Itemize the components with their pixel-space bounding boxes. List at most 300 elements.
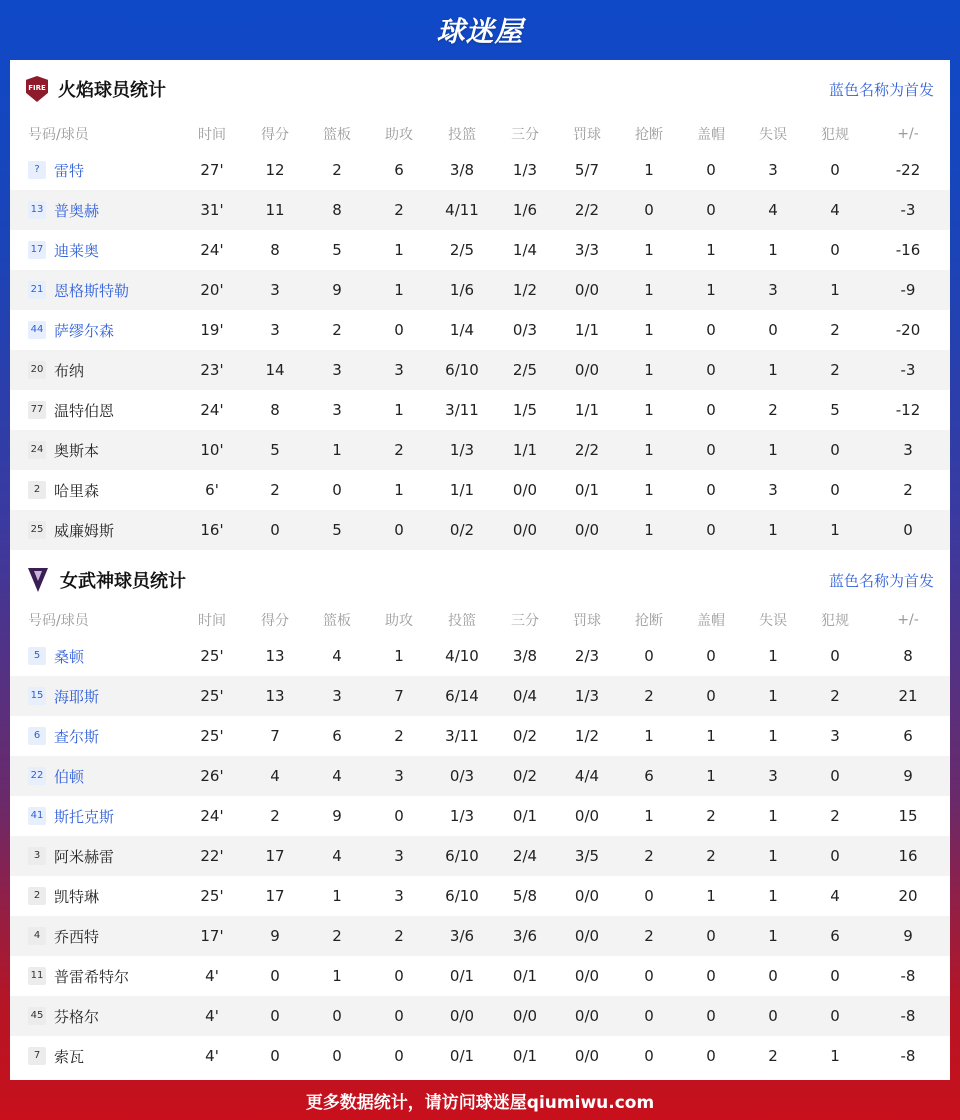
stat-cell: 4/4 — [574, 767, 600, 785]
stat-cell: 1 — [768, 441, 778, 459]
stat-cell: 1 — [768, 887, 778, 905]
stat-cell: 0 — [644, 1007, 654, 1025]
stat-cell: 0 — [394, 1007, 404, 1025]
stat-cell: 2 — [644, 927, 654, 945]
stat-cell: 3 — [270, 281, 280, 299]
stat-cell: 4' — [205, 1047, 219, 1065]
section-header — [10, 556, 950, 604]
player-cell — [10, 230, 180, 270]
stat-cell: 0 — [830, 1007, 840, 1025]
stat-cell: 25' — [200, 887, 224, 905]
stat-cell: 3 — [394, 361, 404, 379]
stat-cell: -8 — [900, 1047, 916, 1065]
column-header: 号码/球员 — [28, 613, 89, 629]
stat-cell: 4' — [205, 1007, 219, 1025]
stat-cell: 0 — [270, 967, 280, 985]
player-cell — [10, 916, 180, 956]
stat-cell: 1 — [768, 361, 778, 379]
stat-cell: 25' — [200, 727, 224, 745]
stat-cell: 1 — [706, 767, 716, 785]
stat-cell: 9 — [332, 807, 342, 825]
stat-cell: 1 — [644, 401, 654, 419]
column-header: 犯规 — [821, 127, 849, 143]
stat-cell: 24' — [200, 241, 224, 259]
stat-cell: 24' — [200, 401, 224, 419]
column-header: +/- — [897, 126, 919, 142]
stat-cell: 1 — [644, 441, 654, 459]
valkyries-logo-icon — [28, 568, 48, 592]
stat-cell: 0 — [706, 361, 716, 379]
column-header: 抢断 — [635, 127, 663, 143]
stat-cell: 2/2 — [574, 441, 600, 459]
stat-cell: 2 — [332, 321, 342, 339]
stat-cell: 1/4 — [449, 321, 475, 339]
stat-cell: 2 — [394, 927, 404, 945]
stat-cell: 6/10 — [445, 887, 479, 905]
stat-cell: 3 — [332, 361, 342, 379]
stat-cell: 0 — [768, 1007, 778, 1025]
stat-cell: 1/1 — [574, 321, 600, 339]
stat-cell: 4/11 — [445, 201, 479, 219]
stat-cell: 4 — [332, 847, 342, 865]
stat-cell: 1/6 — [512, 201, 538, 219]
column-header: 助攻 — [385, 127, 413, 143]
player-cell — [10, 876, 180, 916]
stat-cell: 0/0 — [449, 1007, 475, 1025]
player-name[interactable]: 查尔斯 — [54, 727, 100, 746]
player-name[interactable]: 萨缪尔森 — [54, 321, 115, 340]
table-row — [10, 510, 950, 550]
fire-logo-icon: FIRE — [26, 76, 48, 102]
stat-cell: 6/10 — [445, 847, 479, 865]
stat-cell: 2/3 — [574, 647, 600, 665]
stat-cell: 0 — [706, 401, 716, 419]
player-cell — [10, 1036, 180, 1076]
stat-cell: 2 — [270, 481, 280, 499]
table-row — [10, 270, 950, 310]
player-name: 哈里森 — [54, 481, 100, 500]
player-cell — [10, 270, 180, 310]
stat-cell: 3/6 — [449, 927, 475, 945]
jersey-number-badge: 5 — [28, 647, 46, 665]
stat-cell: 3 — [332, 687, 342, 705]
stat-cell: 4 — [332, 767, 342, 785]
stat-cell: 5 — [332, 521, 342, 539]
player-cell — [10, 310, 180, 350]
stat-cell: 3 — [768, 481, 778, 499]
stat-cell: 6/14 — [445, 687, 479, 705]
table-row — [10, 756, 950, 796]
stat-cell: 6 — [903, 727, 913, 745]
stat-cell: 1 — [706, 241, 716, 259]
player-cell — [10, 796, 180, 836]
player-name: 温特伯恩 — [54, 401, 115, 420]
brand-logo: 球迷屋 — [436, 15, 524, 48]
stat-cell: 22' — [200, 847, 224, 865]
stat-cell: 1 — [394, 647, 404, 665]
stat-cell: 0 — [394, 807, 404, 825]
player-cell — [10, 716, 180, 756]
stat-cell: 1 — [768, 927, 778, 945]
stat-cell: 1 — [332, 887, 342, 905]
stat-cell: 0 — [830, 481, 840, 499]
stat-cell: 0/1 — [512, 1047, 538, 1065]
stat-cell: 1/2 — [574, 727, 600, 745]
column-header: 罚球 — [573, 127, 601, 143]
stat-cell: 3 — [270, 321, 280, 339]
stat-cell: 25' — [200, 647, 224, 665]
player-cell — [10, 390, 180, 430]
stat-cell: 1 — [768, 647, 778, 665]
column-header: 失误 — [759, 613, 787, 629]
table-row — [10, 150, 950, 190]
stat-cell: 2 — [830, 687, 840, 705]
stat-cell: 13 — [265, 687, 285, 705]
player-cell — [10, 190, 180, 230]
stat-cell: 6' — [205, 481, 219, 499]
player-cell — [10, 350, 180, 390]
stat-cell: 2 — [270, 807, 280, 825]
stat-cell: 5 — [270, 441, 280, 459]
column-header: 助攻 — [385, 613, 413, 629]
stat-cell: 9 — [270, 927, 280, 945]
column-header: 篮板 — [323, 613, 351, 629]
stat-cell: 0/1 — [512, 967, 538, 985]
table-row — [10, 876, 950, 916]
stat-cell: 6/10 — [445, 361, 479, 379]
stat-cell: 1 — [706, 281, 716, 299]
stat-cell: 1/1 — [574, 401, 600, 419]
stat-cell: 17' — [200, 927, 224, 945]
stat-cell: 0 — [768, 321, 778, 339]
team-section-valkyries — [10, 556, 950, 1076]
column-header: 三分 — [511, 613, 539, 629]
stat-cell: 6 — [644, 767, 654, 785]
stat-cell: 1 — [768, 727, 778, 745]
stat-cell: 2 — [706, 807, 716, 825]
stat-cell: 5 — [830, 401, 840, 419]
player-name: 芬格尔 — [54, 1007, 100, 1026]
column-header: 号码/球员 — [28, 127, 89, 143]
stat-cell: 1 — [768, 521, 778, 539]
stat-cell: 7 — [394, 687, 404, 705]
stat-cell: 9 — [903, 767, 913, 785]
stat-cell: 0/0 — [574, 1047, 600, 1065]
stat-cell: 26' — [200, 767, 224, 785]
jersey-number-badge: 44 — [28, 321, 46, 339]
stat-cell: 0/0 — [574, 807, 600, 825]
stat-cell: 2/5 — [449, 241, 475, 259]
stat-cell: 4 — [830, 201, 840, 219]
stat-cell: 1 — [332, 441, 342, 459]
stat-cell: 2 — [830, 361, 840, 379]
stat-cell: 8 — [332, 201, 342, 219]
player-name[interactable]: 恩格斯特勒 — [54, 281, 130, 300]
stat-cell: 1/3 — [449, 807, 475, 825]
column-header: 失误 — [759, 127, 787, 143]
stat-cell: 3/5 — [574, 847, 600, 865]
stat-cell: 17 — [265, 847, 285, 865]
table-row — [10, 310, 950, 350]
stat-cell: 8 — [270, 241, 280, 259]
stat-cell: 3 — [768, 767, 778, 785]
stat-cell: 20' — [200, 281, 224, 299]
player-name: 普雷希特尔 — [54, 967, 130, 986]
stat-cell: 0/0 — [574, 521, 600, 539]
player-cell — [10, 510, 180, 550]
stat-cell: 5/7 — [574, 161, 600, 179]
stat-cell: 3 — [768, 281, 778, 299]
stat-cell: 1 — [644, 361, 654, 379]
stat-cell: 6 — [830, 927, 840, 945]
stat-cell: 0 — [830, 647, 840, 665]
stat-cell: 17 — [265, 887, 285, 905]
team-section-fire — [10, 60, 950, 550]
stat-cell: 0/0 — [574, 361, 600, 379]
stat-cell: 1/1 — [449, 481, 475, 499]
stat-cell: 2 — [332, 161, 342, 179]
stat-cell: 1 — [644, 161, 654, 179]
stat-cell: 0 — [830, 847, 840, 865]
stat-cell: 0/0 — [512, 481, 538, 499]
player-cell — [10, 470, 180, 510]
stat-cell: 3 — [768, 161, 778, 179]
stat-cell: 0 — [270, 1047, 280, 1065]
stat-cell: 0/0 — [574, 927, 600, 945]
stat-cell: 1 — [394, 481, 404, 499]
stat-cell: 14 — [265, 361, 285, 379]
column-header: 时间 — [198, 127, 226, 143]
stat-cell: 0/3 — [449, 767, 475, 785]
jersey-number-badge: 6 — [28, 727, 46, 745]
stat-cell: 2 — [830, 321, 840, 339]
stat-cell: 27' — [200, 161, 224, 179]
player-name: 乔西特 — [54, 927, 100, 946]
table-row — [10, 636, 950, 676]
stat-cell: 1/4 — [512, 241, 538, 259]
stat-cell: 1 — [332, 967, 342, 985]
column-header: 罚球 — [573, 613, 601, 629]
stat-cell: 8 — [903, 647, 913, 665]
column-header: 盖帽 — [697, 613, 725, 629]
stat-cell: 3/11 — [445, 401, 479, 419]
table-row — [10, 836, 950, 876]
stat-cell: 4 — [768, 201, 778, 219]
stat-cell: 0 — [706, 321, 716, 339]
stat-cell: 10' — [200, 441, 224, 459]
stat-cell: 0/0 — [512, 521, 538, 539]
stat-cell: 1 — [768, 847, 778, 865]
stat-cell: 4 — [830, 887, 840, 905]
player-cell — [10, 430, 180, 470]
stat-cell: 0 — [706, 161, 716, 179]
stat-cell: -22 — [895, 161, 921, 179]
player-name: 索瓦 — [54, 1047, 85, 1066]
jersey-number-badge: 22 — [28, 767, 46, 785]
player-name[interactable]: 斯托克斯 — [54, 807, 115, 826]
stat-cell: 0 — [768, 967, 778, 985]
player-name: 凯特琳 — [54, 887, 100, 906]
stat-cell: 0 — [644, 1047, 654, 1065]
table-row — [10, 430, 950, 470]
jersey-number-badge: 7 — [28, 1047, 46, 1065]
table-row — [10, 390, 950, 430]
stat-cell: 2 — [394, 727, 404, 745]
column-header: 得分 — [261, 613, 289, 629]
stat-cell: -12 — [895, 401, 921, 419]
player-name: 布纳 — [54, 361, 85, 380]
jersey-number-badge: 24 — [28, 441, 46, 459]
stat-cell: 1/2 — [512, 281, 538, 299]
player-name[interactable]: 普奥赫 — [54, 201, 100, 220]
stat-cell: 0 — [332, 1047, 342, 1065]
column-header: 犯规 — [821, 613, 849, 629]
table-row — [10, 916, 950, 956]
jersey-number-badge: 17 — [28, 241, 46, 259]
stat-cell: -3 — [900, 201, 916, 219]
stat-cell: 1 — [830, 1047, 840, 1065]
stat-cell: 2 — [394, 441, 404, 459]
stat-cell: 1 — [706, 727, 716, 745]
stat-cell: 3 — [394, 847, 404, 865]
stat-cell: 0/0 — [512, 1007, 538, 1025]
player-cell — [10, 836, 180, 876]
stat-cell: 1/6 — [449, 281, 475, 299]
stat-cell: 0 — [394, 521, 404, 539]
player-name[interactable]: 伯顿 — [54, 767, 85, 786]
column-header: 盖帽 — [697, 127, 725, 143]
stat-cell: 0 — [394, 967, 404, 985]
stat-cell: 0/3 — [512, 321, 538, 339]
player-name[interactable]: 桑顿 — [54, 647, 85, 666]
stat-cell: 2 — [332, 927, 342, 945]
stat-cell: 0 — [706, 1007, 716, 1025]
player-name[interactable]: 海耶斯 — [54, 687, 100, 706]
player-name[interactable]: 迪莱奥 — [54, 241, 100, 260]
stat-cell: 0 — [270, 1007, 280, 1025]
stat-cell: 31' — [200, 201, 224, 219]
stat-cell: 21 — [898, 687, 918, 705]
stat-cell: 3 — [903, 441, 913, 459]
jersey-number-badge: 2 — [28, 887, 46, 905]
stat-cell: 0/4 — [512, 687, 538, 705]
table-row — [10, 230, 950, 270]
stat-cell: 3/8 — [512, 647, 538, 665]
player-name: 阿米赫雷 — [54, 847, 115, 866]
player-cell — [10, 756, 180, 796]
stat-cell: 5/8 — [512, 887, 538, 905]
stat-cell: 3/6 — [512, 927, 538, 945]
player-cell — [10, 956, 180, 996]
stat-cell: 0 — [903, 521, 913, 539]
stat-cell: 0 — [830, 767, 840, 785]
player-cell — [10, 150, 180, 190]
stat-cell: 0/0 — [574, 281, 600, 299]
stat-cell: 4' — [205, 967, 219, 985]
column-header: 投篮 — [448, 613, 476, 629]
stat-cell: 5 — [332, 241, 342, 259]
stat-cell: 2 — [768, 401, 778, 419]
stat-cell: 1/3 — [512, 161, 538, 179]
stat-cell: 16' — [200, 521, 224, 539]
jersey-number-badge: 15 — [28, 687, 46, 705]
stat-cell: 1/5 — [512, 401, 538, 419]
stat-cell: 8 — [270, 401, 280, 419]
stat-cell: 23' — [200, 361, 224, 379]
stat-cell: 0/1 — [449, 1047, 475, 1065]
player-name: 威廉姆斯 — [54, 521, 115, 540]
stat-cell: 0 — [706, 647, 716, 665]
stat-cell: 0 — [644, 967, 654, 985]
stat-cell: 0 — [644, 647, 654, 665]
stat-cell: 0 — [830, 967, 840, 985]
stat-cell: 3 — [830, 727, 840, 745]
stat-cell: 0/0 — [574, 1007, 600, 1025]
stat-cell: 2 — [768, 1047, 778, 1065]
stat-cell: 1 — [644, 807, 654, 825]
stat-cell: 2 — [903, 481, 913, 499]
stat-cell: 0/1 — [512, 807, 538, 825]
player-cell — [10, 996, 180, 1036]
column-header: +/- — [897, 612, 919, 628]
stat-cell: 0/2 — [449, 521, 475, 539]
stat-cell: -20 — [895, 321, 921, 339]
stat-cell: 3/3 — [574, 241, 600, 259]
stat-cell: 6 — [394, 161, 404, 179]
column-header: 抢断 — [635, 613, 663, 629]
stat-cell: 1 — [644, 521, 654, 539]
stat-cell: 0/1 — [574, 481, 600, 499]
player-name[interactable]: 雷特 — [54, 161, 85, 180]
jersey-number-badge: 45 — [28, 1007, 46, 1025]
jersey-number-badge: 77 — [28, 401, 46, 419]
stat-cell: 0 — [332, 1007, 342, 1025]
stat-cell: 9 — [903, 927, 913, 945]
jersey-number-badge: 2 — [28, 481, 46, 499]
stat-cell: 3 — [332, 401, 342, 419]
stat-cell: 1 — [394, 281, 404, 299]
stat-cell: 6 — [332, 727, 342, 745]
stat-cell: 0 — [830, 161, 840, 179]
stat-cell: 1 — [830, 281, 840, 299]
stat-cell: 1/3 — [449, 441, 475, 459]
column-header: 得分 — [261, 127, 289, 143]
jersey-number-badge: 20 — [28, 361, 46, 379]
stat-cell: 4 — [270, 767, 280, 785]
stat-cell: 0/0 — [574, 967, 600, 985]
stat-cell: 1 — [644, 241, 654, 259]
stat-cell: 1 — [394, 401, 404, 419]
stat-cell: 0/1 — [449, 967, 475, 985]
stat-cell: 0 — [394, 321, 404, 339]
stat-cell: 2 — [644, 687, 654, 705]
stat-cell: 25' — [200, 687, 224, 705]
stat-cell: 12 — [265, 161, 285, 179]
table-row — [10, 996, 950, 1036]
table-row — [10, 716, 950, 756]
stat-cell: 15 — [898, 807, 918, 825]
stat-cell: 0 — [644, 201, 654, 219]
stat-cell: 1 — [768, 687, 778, 705]
stat-cell: 0/2 — [512, 727, 538, 745]
stat-cell: 0 — [706, 201, 716, 219]
jersey-number-badge: 13 — [28, 201, 46, 219]
stat-cell: 1 — [706, 887, 716, 905]
stat-cell: 2 — [394, 201, 404, 219]
stat-cell: 0 — [644, 887, 654, 905]
table-header-row — [10, 118, 950, 150]
jersey-number-badge: 4 — [28, 927, 46, 945]
